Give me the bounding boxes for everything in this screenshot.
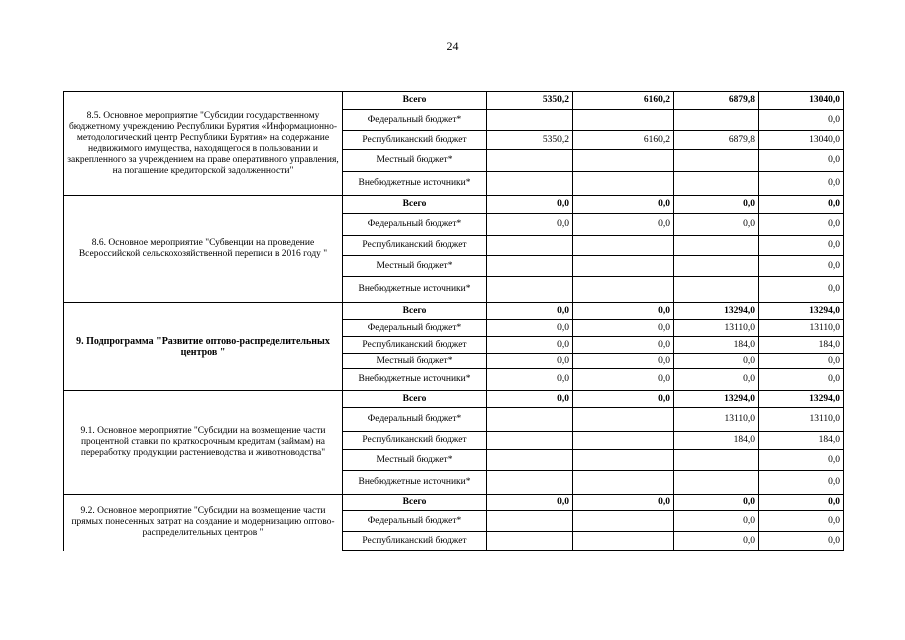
amount-cell: 0,0 [487, 354, 573, 369]
amount-cell: 0,0 [759, 110, 844, 131]
amount-cell: 13110,0 [759, 408, 844, 432]
amount-cell: 0,0 [759, 511, 844, 532]
measure-name: 8.6. Основное мероприятие "Субвенции на проведение Всероссийской сельскохозяйственной переписи в 2016 году " [64, 196, 343, 303]
amount-cell [487, 236, 573, 256]
amount-cell: 13294,0 [674, 303, 759, 320]
amount-cell [573, 150, 674, 172]
amount-cell: 5350,2 [487, 92, 573, 110]
amount-cell: 0,0 [759, 354, 844, 369]
amount-cell [573, 450, 674, 471]
amount-cell: 0,0 [573, 214, 674, 236]
amount-cell [487, 450, 573, 471]
amount-cell [487, 172, 573, 196]
amount-cell: 0,0 [759, 277, 844, 303]
funding-source: Федеральный бюджет* [343, 320, 487, 337]
amount-cell [573, 236, 674, 256]
amount-cell [573, 110, 674, 131]
funding-source: Федеральный бюджет* [343, 110, 487, 131]
table-row [64, 303, 844, 320]
amount-cell: 0,0 [674, 214, 759, 236]
amount-cell: 0,0 [759, 495, 844, 511]
funding-source: Внебюджетные источники* [343, 369, 487, 391]
amount-cell [573, 408, 674, 432]
amount-cell: 13040,0 [759, 92, 844, 110]
table-row [64, 391, 844, 408]
amount-cell [573, 256, 674, 277]
amount-cell: 184,0 [759, 432, 844, 450]
amount-cell: 0,0 [573, 320, 674, 337]
amount-cell: 0,0 [674, 511, 759, 532]
amount-cell [573, 432, 674, 450]
funding-source: Местный бюджет* [343, 256, 487, 277]
amount-cell: 0,0 [759, 369, 844, 391]
amount-cell: 13110,0 [674, 320, 759, 337]
amount-cell [487, 408, 573, 432]
amount-cell: 184,0 [759, 337, 844, 354]
amount-cell [573, 277, 674, 303]
amount-cell [487, 150, 573, 172]
table-row [64, 196, 844, 214]
page-number: 24 [446, 39, 459, 53]
amount-cell: 184,0 [674, 337, 759, 354]
funding-source: Федеральный бюджет* [343, 511, 487, 532]
amount-cell [487, 256, 573, 277]
funding-source: Федеральный бюджет* [343, 408, 487, 432]
amount-cell: 0,0 [759, 450, 844, 471]
amount-cell: 0,0 [674, 532, 759, 551]
amount-cell: 0,0 [674, 369, 759, 391]
amount-cell: 0,0 [759, 236, 844, 256]
amount-cell [674, 110, 759, 131]
amount-cell: 13040,0 [759, 131, 844, 150]
amount-cell [573, 511, 674, 532]
amount-cell: 13110,0 [674, 408, 759, 432]
measure-name: 8.5. Основное мероприятие "Субсидии государственному бюджетному учреждению Республики Бурятия «Информационно-методологический центр Республики Бурятия» на содержание недвижимого имущества, находящегося в пользовании и закрепленного за учреждением на праве оперативного управления, на погашение кредиторской задолженности" [64, 92, 343, 196]
amount-cell: 0,0 [573, 391, 674, 408]
amount-cell: 13294,0 [674, 391, 759, 408]
funding-source: Всего [343, 303, 487, 320]
amount-cell: 6160,2 [573, 131, 674, 150]
amount-cell [487, 471, 573, 495]
budget-table [63, 91, 844, 551]
measure-name: 9. Подпрограмма "Развитие оптово-распределительных центров " [64, 303, 343, 391]
funding-source: Местный бюджет* [343, 450, 487, 471]
amount-cell: 184,0 [674, 432, 759, 450]
amount-cell [487, 511, 573, 532]
funding-source: Республиканский бюджет [343, 131, 487, 150]
amount-cell [487, 532, 573, 551]
amount-cell: 0,0 [759, 214, 844, 236]
amount-cell [573, 532, 674, 551]
amount-cell: 0,0 [759, 256, 844, 277]
funding-source: Местный бюджет* [343, 150, 487, 172]
amount-cell: 0,0 [759, 150, 844, 172]
funding-source: Республиканский бюджет [343, 532, 487, 551]
amount-cell: 0,0 [487, 337, 573, 354]
funding-source: Федеральный бюджет* [343, 214, 487, 236]
measure-name: 9.2. Основное мероприятие "Субсидии на возмещение части прямых понесенных затрат на создание и модернизацию оптово-распределительных центров " [64, 495, 343, 551]
amount-cell: 0,0 [573, 369, 674, 391]
amount-cell: 13294,0 [759, 391, 844, 408]
table-row [64, 495, 844, 511]
amount-cell: 0,0 [674, 495, 759, 511]
measure-name: 9.1. Основное мероприятие "Субсидии на возмещение части процентной ставки по краткосрочным кредитам (займам) на переработку продукции растениеводства и животноводства" [64, 391, 343, 495]
amount-cell: 6879,8 [674, 131, 759, 150]
funding-source: Всего [343, 92, 487, 110]
amount-cell [487, 110, 573, 131]
amount-cell: 0,0 [759, 196, 844, 214]
funding-source: Республиканский бюджет [343, 236, 487, 256]
amount-cell: 6879,8 [674, 92, 759, 110]
funding-source: Внебюджетные источники* [343, 172, 487, 196]
amount-cell: 0,0 [573, 337, 674, 354]
amount-cell [674, 150, 759, 172]
amount-cell: 13294,0 [759, 303, 844, 320]
funding-source: Всего [343, 196, 487, 214]
amount-cell [674, 172, 759, 196]
amount-cell: 0,0 [573, 303, 674, 320]
amount-cell: 0,0 [487, 196, 573, 214]
amount-cell: 5350,2 [487, 131, 573, 150]
funding-source: Местный бюджет* [343, 354, 487, 369]
amount-cell: 0,0 [759, 471, 844, 495]
amount-cell [573, 471, 674, 495]
amount-cell: 0,0 [487, 320, 573, 337]
amount-cell [573, 172, 674, 196]
amount-cell: 0,0 [573, 196, 674, 214]
amount-cell [487, 277, 573, 303]
funding-source: Всего [343, 495, 487, 511]
funding-source: Внебюджетные источники* [343, 277, 487, 303]
table-row [64, 92, 844, 110]
amount-cell: 13110,0 [759, 320, 844, 337]
funding-source: Республиканский бюджет [343, 432, 487, 450]
amount-cell [674, 450, 759, 471]
amount-cell: 6160,2 [573, 92, 674, 110]
amount-cell: 0,0 [759, 172, 844, 196]
amount-cell: 0,0 [487, 495, 573, 511]
amount-cell: 0,0 [487, 391, 573, 408]
amount-cell: 0,0 [487, 214, 573, 236]
amount-cell [674, 236, 759, 256]
amount-cell: 0,0 [674, 354, 759, 369]
amount-cell: 0,0 [759, 532, 844, 551]
amount-cell [674, 277, 759, 303]
amount-cell: 0,0 [573, 354, 674, 369]
amount-cell [674, 256, 759, 277]
amount-cell [487, 432, 573, 450]
amount-cell: 0,0 [573, 495, 674, 511]
funding-source: Всего [343, 391, 487, 408]
funding-source: Внебюджетные источники* [343, 471, 487, 495]
amount-cell: 0,0 [487, 303, 573, 320]
amount-cell: 0,0 [487, 369, 573, 391]
amount-cell [674, 471, 759, 495]
amount-cell: 0,0 [674, 196, 759, 214]
funding-source: Республиканский бюджет [343, 337, 487, 354]
